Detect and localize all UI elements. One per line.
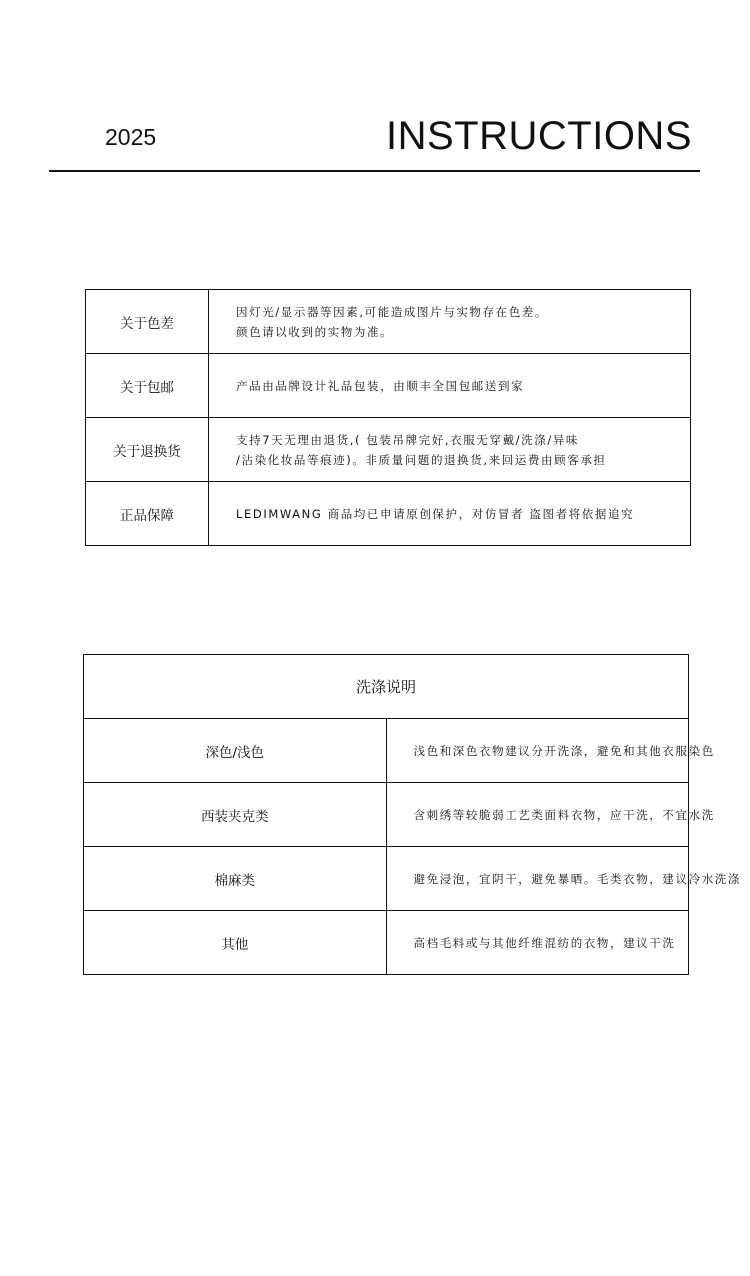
table-row: [86, 418, 691, 482]
row-content-dark-light: 浅色和深色衣物建议分开洗涤，避免和其他衣服染色: [386, 719, 689, 783]
row-content-shipping: [209, 354, 691, 418]
row-label-returns: 关于退换货: [86, 418, 209, 482]
content-line: 因灯光/显示器等因素,可能造成图片与实物存在色差。: [236, 304, 549, 319]
year-label: 2025: [105, 124, 157, 150]
page-title: INSTRUCTIONS: [386, 114, 692, 158]
row-content-color-difference: [209, 290, 691, 354]
content-line: /沾染化妆品等痕迹)。非质量问题的退换货,来回运费由顾客承担: [236, 452, 607, 467]
content-line: LEDIMWANG 商品均已申请原创保护，对仿冒者 盗图者将依据追究: [236, 506, 635, 521]
wash-table-title: 洗涤说明: [84, 655, 689, 719]
row-label-suits-jackets: 西装夹克类: [84, 783, 387, 847]
row-label-shipping: 关于包邮: [86, 354, 209, 418]
table-row: [84, 783, 689, 847]
row-content-cotton-linen: 避免浸泡，宜阴干，避免暴晒。毛类衣物，建议冷水洗涤: [386, 847, 689, 911]
row-label-dark-light: 深色/浅色: [84, 719, 387, 783]
row-label-cotton-linen: 棉麻类: [84, 847, 387, 911]
table-row: [84, 911, 689, 975]
table-header-row: [84, 655, 689, 719]
row-content-returns: [209, 418, 691, 482]
info-table: [85, 289, 691, 546]
table-row: [84, 847, 689, 911]
row-label-other: 其他: [84, 911, 387, 975]
header-divider: [49, 170, 700, 172]
row-content-suits-jackets: 含刺绣等较脆弱工艺类面料衣物，应干洗，不宜水洗: [386, 783, 689, 847]
row-content-authenticity: [209, 482, 691, 546]
content-line: 支持7天无理由退货,( 包装吊牌完好,衣服无穿戴/洗涤/异味: [236, 432, 580, 447]
table-row: [86, 482, 691, 546]
wash-table: [83, 654, 741, 975]
row-label-color-difference: 关于色差: [86, 290, 209, 354]
table-row: [86, 290, 691, 354]
table-row: [84, 719, 689, 783]
content-line: 颜色请以收到的实物为准。: [236, 324, 394, 339]
row-label-authenticity: 正品保障: [86, 482, 209, 546]
content-line: 产品由品牌设计礼品包装，由顺丰全国包邮送到家: [236, 378, 525, 393]
row-content-other: 高档毛料或与其他纤维混纺的衣物，建议干洗: [386, 911, 689, 975]
table-row: [86, 354, 691, 418]
